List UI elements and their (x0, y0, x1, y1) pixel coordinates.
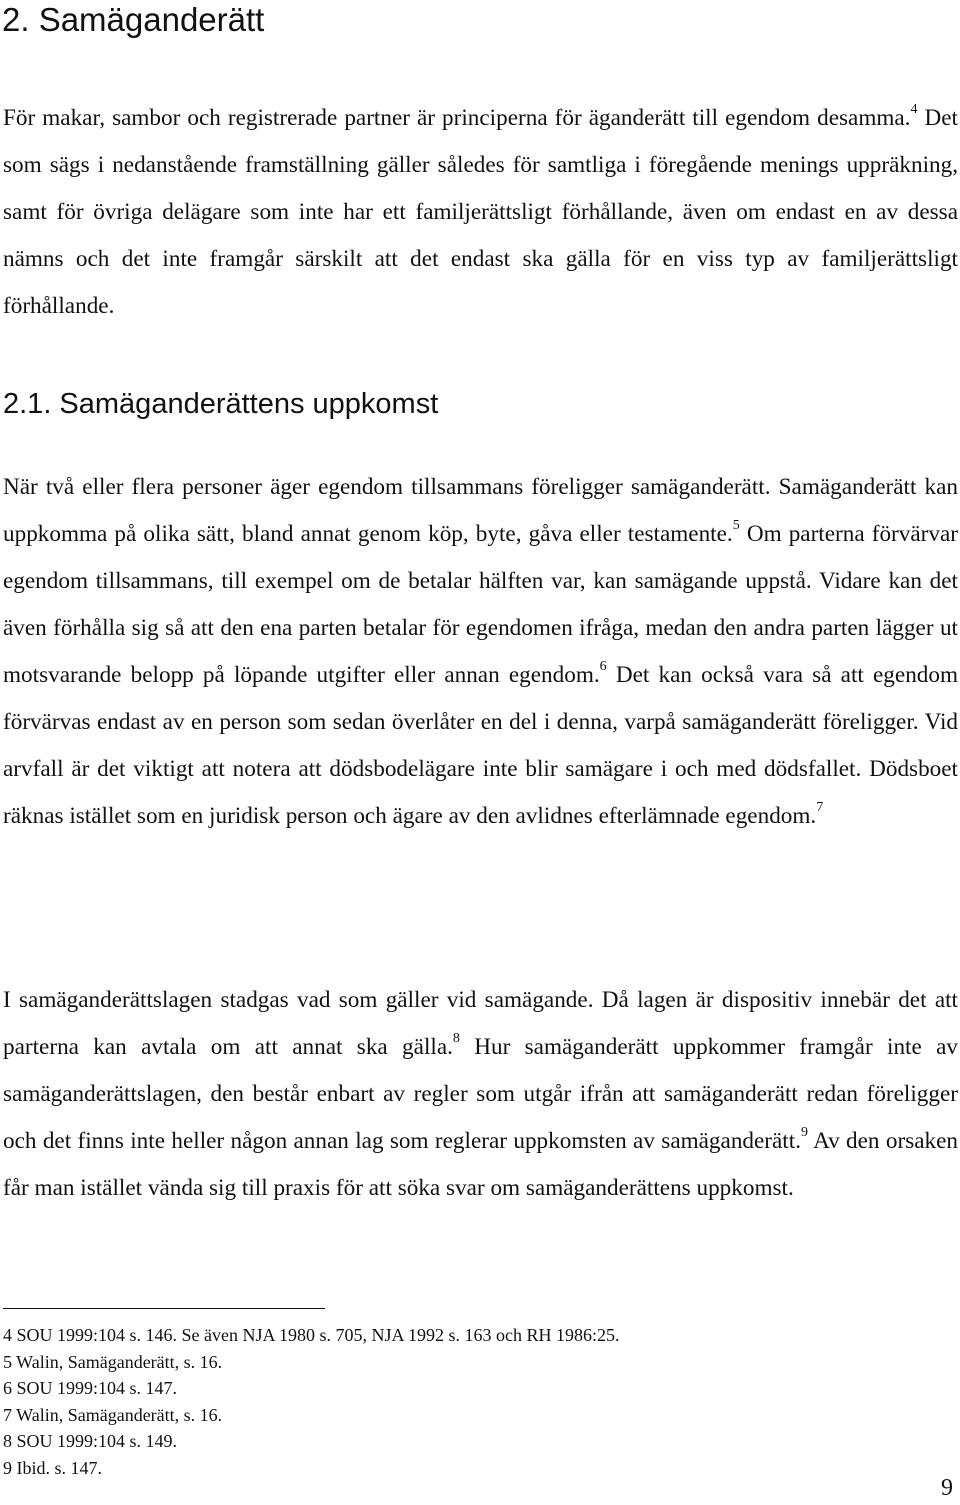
paragraph-2 (3, 464, 958, 840)
footnote-item: 9 Ibid. s. 147. (3, 1457, 102, 1478)
footnote-ref-6: 6 (599, 659, 607, 674)
footnote-item: 8 SOU 1999:104 s. 149. (3, 1431, 178, 1451)
paragraph-2-text-a: När två eller flera personer äger egendom tillsammans föreligger samäganderätt. Samäganderätt kan uppkomma på olika sätt, bland annat genom köp, byte, gåva eller testamente. (3, 474, 958, 547)
footnote-ref-8: 8 (452, 1031, 460, 1046)
paragraph-1-text-a: För makar, sambor och registrerade partner är principerna för äganderätt till egendom desamma. (3, 105, 911, 131)
footnote-separator (3, 1308, 325, 1309)
page-number: 9 (941, 1475, 953, 1501)
paragraph-3-text-b: Hur samäganderätt uppkommer framgår inte av samäganderättslagen, den består enbart av regler som utgår ifrån att samäganderätt redan föreligger och det finns inte heller någon annan lag som reglerar uppkomsten av samäganderätt. (3, 1034, 958, 1154)
footnote-item: 7 Walin, Samäganderätt, s. 16. (3, 1404, 223, 1425)
footnote-ref-4: 4 (910, 102, 918, 117)
subsection-heading: 2.1. Samäganderättens uppkomst (3, 388, 439, 420)
paragraph-1-text-b: Det som sägs i nedanstående framställning gäller således för samtliga i föregående menings uppräkning, samt för övriga delägare som inte har ett familjerättsligt förhållande, även om endast en av dessa nämns och det inte framgår särskilt att det endast ska gälla för en viss typ av familjerättsligt förhållande. (3, 105, 958, 319)
footnote-ref-7: 7 (816, 800, 824, 815)
paragraph-3 (3, 977, 958, 1212)
paragraph-2-text-c: Det kan också vara så att egendom förvärvas endast av en person som sedan överlåter en del i denna, varpå samäganderätt föreligger. Vid arvfall är det viktigt att notera att dödsbodelägare inte blir samägare i och med dödsfallet. Dödsboet räknas istället som en juridisk person och ägare av den avlidnes efterlämnade egendom. (3, 662, 959, 829)
paragraph-1 (3, 95, 958, 330)
footnote-ref-5: 5 (732, 518, 740, 533)
footnote-item: 4 SOU 1999:104 s. 146. Se även NJA 1980 s. 705, NJA 1992 s. 163 och RH 1986:25. (3, 1325, 620, 1345)
paragraph-3-text-a: I samäganderättslagen stadgas vad som gäller vid samägande. Då lagen är dispositiv innebär det att parterna kan avtala om att annat ska gälla. (3, 987, 958, 1060)
paragraph-2-text-b: Om parterna förvärvar egendom tillsammans, till exempel om de betalar hälften var, kan samägande uppstå. Vidare kan det även förhålla sig så att den ena parten betalar för egendomen ifråga, medan den andra parten lägger ut motsvarande belopp på löpande utgifter eller annan egendom. (3, 521, 958, 688)
footnote-list (3, 1322, 620, 1481)
section-heading: 2. Samäganderätt (2, 1, 265, 38)
footnote-item: 6 SOU 1999:104 s. 147. (3, 1378, 178, 1398)
footnote-item: 5 Walin, Samäganderätt, s. 16. (3, 1351, 223, 1372)
footnote-ref-9: 9 (801, 1125, 808, 1140)
paragraph-3-text-c: Av den orsaken får man istället vända sig till praxis för att söka svar om samäganderättens uppkomst. (3, 1128, 958, 1201)
